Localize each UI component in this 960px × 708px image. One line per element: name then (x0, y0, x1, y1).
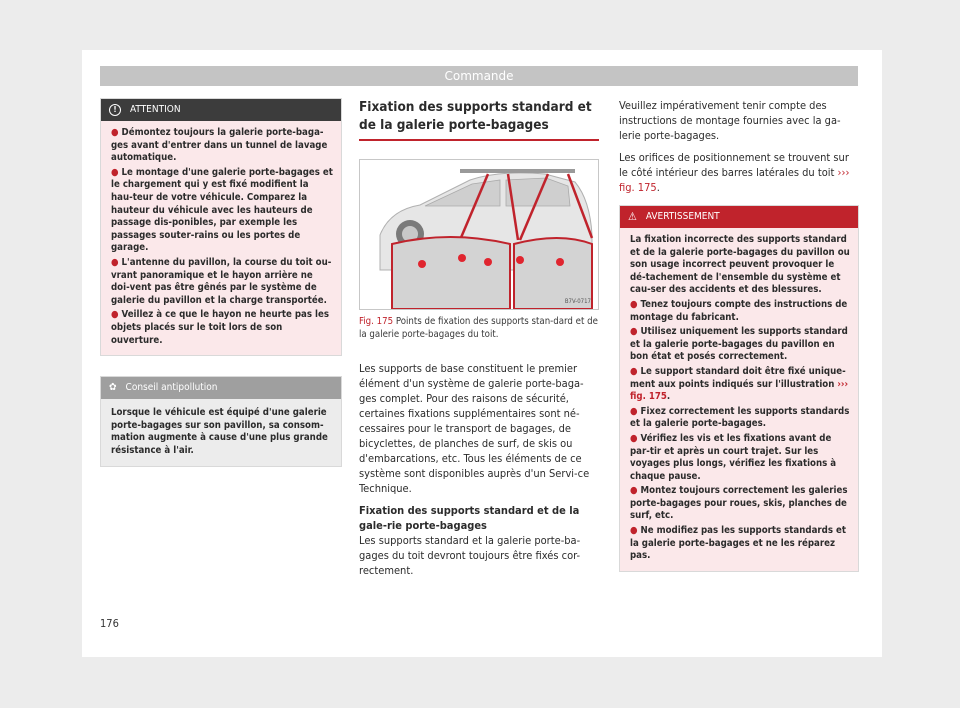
bullet-icon: ● (630, 485, 638, 497)
bullet-icon: ● (630, 365, 638, 377)
attention-item (111, 127, 333, 165)
info-icon: ! (109, 104, 121, 116)
warning-item (630, 525, 850, 563)
attention-item (111, 257, 333, 307)
intro-paragraph: Les supports de base constituent le premier élément d'un système de galerie porte-baga-ges complet. Pour des raisons de sécurité, certaines fixations supplémentaires sont né-cessaires pour le transport de bagages, de bicyclettes, de planches de surf, de skis ou d'embarcations, etc. Tous les éléments de ce système sont disponibles auprès d'un Servi-ce Technique. (359, 362, 590, 496)
figure-code: B7V-0717 (564, 298, 591, 305)
section-title: Fixation des supports standard et de la galerie porte-bagages (359, 98, 599, 141)
warning-item-text: Ne modifiez pas les supports standards et la galerie porte-bagages et ne les réparez pas. (630, 525, 846, 562)
orifices-end: . (656, 181, 660, 194)
figure-number: Fig. 175 (359, 316, 394, 327)
warning-item-text: Utilisez uniquement les supports standard et la galerie porte-bagages du pavillon en bon état et posés correctement. (630, 326, 848, 363)
warning-label: AVERTISSEMENT (645, 211, 720, 222)
fixation-point (556, 258, 564, 266)
leaf-icon: ✿ (109, 382, 117, 394)
page-number: 176 (100, 617, 119, 630)
bullet-icon: ● (630, 432, 638, 444)
attention-label: ATTENTION (130, 104, 181, 115)
eco-text: Lorsque le véhicule est équipé d'une galerie porte-bagages sur son pavillon, sa consom-mation augmente à cause d'une plus grande résistance à l'air. (111, 407, 328, 456)
warning-item-text: Tenez toujours compte des instructions de montage du fabricant. (630, 298, 848, 323)
fixation-point (418, 260, 426, 268)
instructions-paragraph: Veuillez impérativement tenir compte des instructions de montage fournies avec la ga-lerie porte-bagages. (619, 99, 841, 142)
warning-item (630, 406, 850, 431)
fixation-point (458, 254, 466, 262)
figure-caption (359, 316, 599, 341)
bullet-icon: ● (111, 256, 119, 268)
car-roof-illustration (360, 160, 599, 309)
chapter-header: Commande (100, 66, 858, 86)
attention-item-text: Démontez toujours la galerie porte-baga-ges avant d'entrer dans un tunnel de lavage automatique. (111, 127, 328, 164)
warning-item (630, 433, 850, 483)
fixation-point (516, 256, 524, 264)
attention-item-text: L'antenne du pavillon, la course du toit ou-vrant panoramique et le hayon arrière ne doi-vent pas être gênés par le système de galerie du pavillon et la charge transportée. (111, 256, 332, 306)
middle-column (359, 98, 599, 578)
right-column (619, 98, 859, 572)
attention-item (111, 167, 333, 255)
warning-triangle-icon: ⚠ (628, 210, 637, 223)
attention-item-text: Veillez à ce que le hayon ne heurte pas les objets placés sur le toit lors de son ouverture. (111, 309, 329, 346)
bullet-icon: ● (630, 405, 638, 417)
bullet-icon: ● (630, 525, 638, 537)
subheading: Fixation des supports standard et de la gale-rie porte-bagages (359, 504, 580, 533)
bullet-icon: ● (630, 298, 638, 310)
fixation-point (484, 258, 492, 266)
orifices-text: Les orifices de positionnement se trouvent sur le côté intérieur des barres latérales du toit (619, 151, 849, 179)
figure-link[interactable]: ››› fig. 175 (630, 378, 849, 403)
warning-item-text: Montez toujours correctement les galeries porte-bagages pour roues, skis, planches de surf, etc. (630, 485, 848, 522)
attention-body (101, 121, 341, 355)
figure-175 (359, 159, 599, 310)
attention-box (100, 98, 342, 356)
fixation-paragraph: Les supports standard et la galerie porte-ba-gages du toit devront toujours être fixés cor-rectement. (359, 534, 581, 578)
warning-box (619, 205, 859, 572)
warning-body (620, 228, 858, 571)
warning-item-text: Le support standard doit être fixé unique-ment aux points indiqués sur l'illustration (630, 365, 846, 390)
attention-item (111, 309, 333, 347)
warning-item (630, 326, 850, 364)
warning-item-text: Vérifiez les vis et les fixations avant de par-tir et après un court trajet. Sur les voyages plus longs, vérifiez les fixations à chaque pause. (630, 432, 837, 482)
eco-header (101, 377, 341, 399)
left-column (100, 98, 342, 467)
eco-box (100, 376, 342, 467)
attention-item-text: Le montage d'une galerie porte-bagages et le chargement qui y est fixé modifient la hau-teur de votre véhicule. Comparez la hauteur du véhicule avec les hauteurs de passage dis-ponibles, par exemple les passages souter-rains ou les portes de garage. (111, 166, 333, 254)
eco-label: Conseil antipollution (125, 382, 218, 394)
orifices-paragraph (619, 150, 859, 195)
attention-header (101, 99, 341, 121)
warning-header (620, 206, 858, 228)
bullet-icon: ● (111, 166, 119, 178)
warning-intro: La fixation incorrecte des supports standard et de la galerie porte-bagages du pavillon ou son usage incorrect peuvent provoquer le dé-tachement de l'ensemble du système et cau-ser des accidents et des blessures. (630, 234, 850, 296)
warning-item (630, 485, 850, 523)
warning-item (630, 299, 850, 324)
warning-item-text: Fixez correctement les supports standards et la galerie porte-bagages. (630, 405, 850, 430)
caption-text: Points de fixation des supports stan-dard et de la galerie porte-bagages du toit. (359, 316, 598, 340)
bullet-icon: ● (111, 309, 119, 321)
warning-item-end: . (666, 391, 671, 403)
bullet-icon: ● (111, 127, 119, 138)
warning-item (630, 366, 850, 404)
bullet-icon: ● (630, 326, 638, 338)
figure-link[interactable]: ››› fig. 175 (619, 166, 850, 194)
